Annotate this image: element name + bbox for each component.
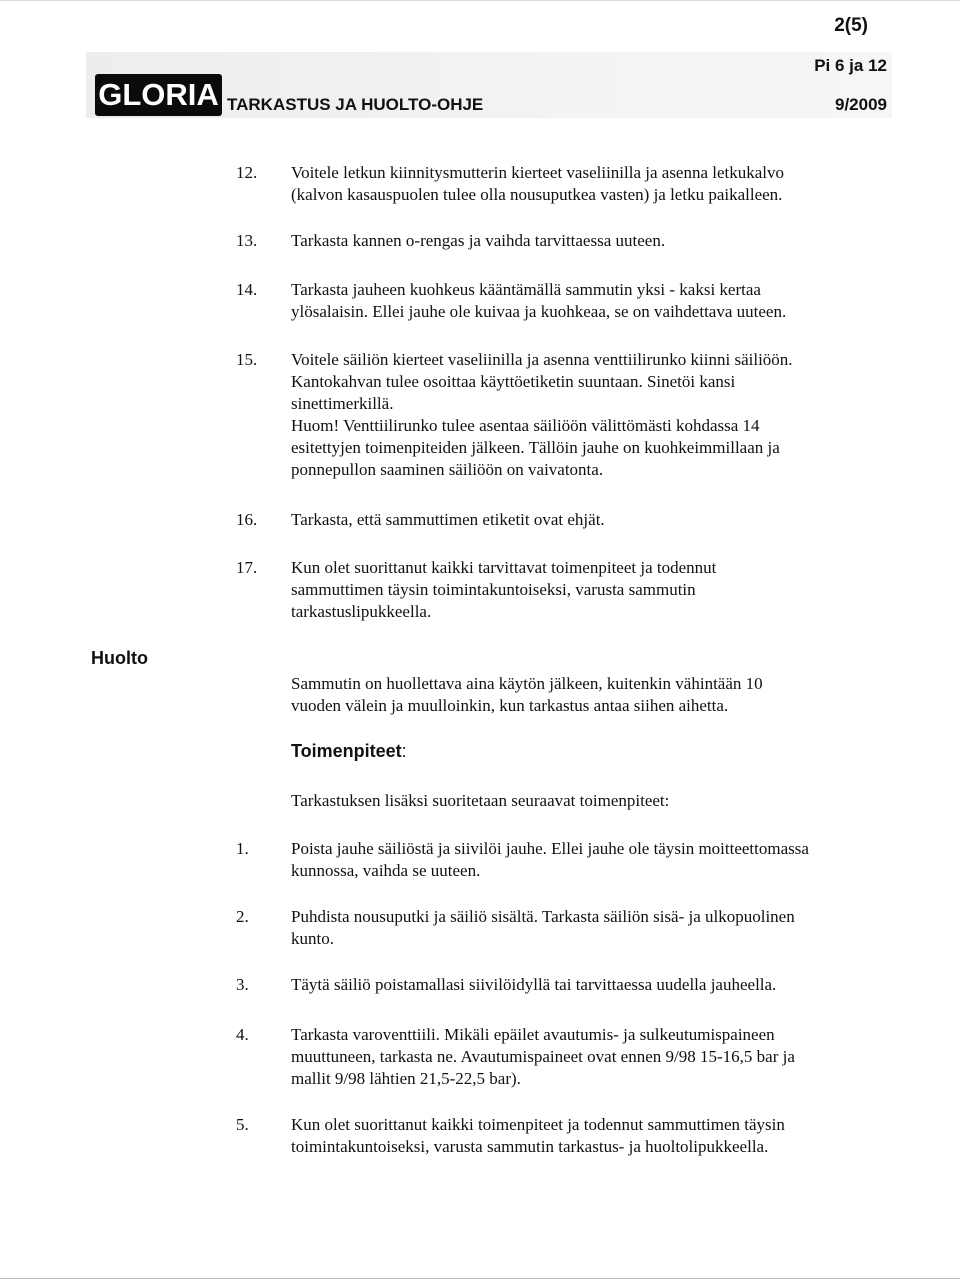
text-line: Sammutin on huollettava aina käytön jälkeen, kuitenkin vähintään 10 [291, 674, 763, 693]
step-number: 1. [236, 839, 249, 858]
step-number: 15. [236, 350, 258, 369]
bottom-divider [0, 1278, 960, 1279]
text-line: vuoden välein ja muulloinkin, kun tarkastus antaa siihen aihetta. [291, 696, 729, 715]
step-number: 16. [236, 510, 258, 529]
text-line: Huom! Venttiilirunko tulee asentaa säiliöön välittömästi kohdassa 14 [291, 416, 760, 435]
text-line: Tarkasta jauheen kuohkeus kääntämällä sammutin yksi - kaksi kertaa [291, 280, 761, 299]
step-number: 5. [236, 1115, 249, 1134]
text-line: Tarkasta kannen o-rengas ja vaihda tarvittaessa uuteen. [291, 231, 666, 250]
text-line: Kun olet suorittanut kaikki toimenpiteet ja todennut sammuttimen täysin [291, 1115, 785, 1134]
step-number: 12. [236, 163, 258, 182]
text-line: mallit 9/98 lähtien 21,5-22,5 bar). [291, 1069, 521, 1088]
step-text [291, 906, 881, 950]
text-line: Täytä säiliö poistamallasi siivilöidyllä tai tarvittaessa uudella jauheella. [291, 975, 777, 994]
top-divider [0, 0, 960, 1]
text-line: esitettyjen toimenpiteiden jälkeen. Tällöin jauhe on kuohkeimmillaan ja [291, 438, 780, 457]
document-date: 9/2009 [835, 95, 887, 114]
step-text [291, 162, 881, 206]
section-label-huolto: Huolto [91, 648, 148, 668]
step-text [291, 279, 881, 323]
step-text [291, 1114, 881, 1158]
text-line: sinettimerkillä. [291, 394, 394, 413]
step-text [291, 974, 881, 996]
subheading-text: Toimenpiteet [291, 741, 402, 761]
maintenance-lead: Tarkastuksen lisäksi suoritetaan seuraavat toimenpiteet: [291, 791, 670, 810]
subheading-toimenpiteet [291, 741, 407, 762]
step-number: 2. [236, 907, 249, 926]
text-line: Puhdista nousuputki ja säiliö sisältä. Tarkasta säiliön sisä- ja ulkopuolinen [291, 907, 795, 926]
step-number: 14. [236, 280, 258, 299]
document-title: TARKASTUS JA HUOLTO-OHJE [227, 95, 484, 114]
text-line: ylösalaisin. Ellei jauhe ole kuivaa ja kuohkeaa, se on vaihdettava uuteen. [291, 302, 787, 321]
text-line: kunnossa, vaihda se uuteen. [291, 861, 481, 880]
step-text [291, 838, 881, 882]
step-text [291, 1024, 881, 1090]
page-number: 2(5) [834, 15, 868, 36]
step-text [291, 557, 881, 623]
text-line: (kalvon kasauspuolen tulee olla nousuputkea vasten) ja letku paikalleen. [291, 185, 783, 204]
step-number: 13. [236, 231, 258, 250]
text-line: kunto. [291, 929, 334, 948]
step-text [291, 509, 881, 531]
text-line: Voitele letkun kiinnitysmutterin kierteet vaseliinilla ja asenna letkukalvo [291, 163, 785, 182]
subheading-colon: : [401, 741, 407, 761]
text-line: toimintakuntoiseksi, varusta sammutin tarkastus- ja huoltolipukkeella. [291, 1137, 769, 1156]
maintenance-intro [291, 673, 871, 717]
step-number: 17. [236, 558, 258, 577]
text-line: Poista jauhe säiliöstä ja siivilöi jauhe. Ellei jauhe ole täysin moitteettomassa [291, 839, 809, 858]
document-reference: Pi 6 ja 12 [814, 56, 887, 75]
step-text [291, 230, 881, 252]
text-line: muuttuneen, tarkasta ne. Avautumispaineet ovat ennen 9/98 15-16,5 bar ja [291, 1047, 795, 1066]
text-line: Tarkasta, että sammuttimen etiketit ovat ehjät. [291, 510, 605, 529]
step-number: 4. [236, 1025, 249, 1044]
text-line: tarkastuslipukkeella. [291, 602, 432, 621]
text-line: Kun olet suorittanut kaikki tarvittavat toimenpiteet ja todennut [291, 558, 717, 577]
text-line: Voitele säiliön kierteet vaseliinilla ja asenna venttiilirunko kiinni säiliöön. [291, 350, 793, 369]
text-line: ponnepullon saaminen säiliöön on vaivatonta. [291, 460, 604, 479]
text-line: Tarkasta varoventtiili. Mikäli epäilet avautumis- ja sulkeutumispaineen [291, 1025, 775, 1044]
step-text [291, 349, 881, 481]
step-number: 3. [236, 975, 249, 994]
text-line: Kantokahvan tulee osoittaa käyttöetiketin suuntaan. Sinetöi kansi [291, 372, 736, 391]
text-line: sammuttimen täysin toimintakuntoiseksi, varusta sammutin [291, 580, 696, 599]
gloria-logo [95, 74, 222, 116]
logo-text: GLORIA [98, 77, 219, 112]
